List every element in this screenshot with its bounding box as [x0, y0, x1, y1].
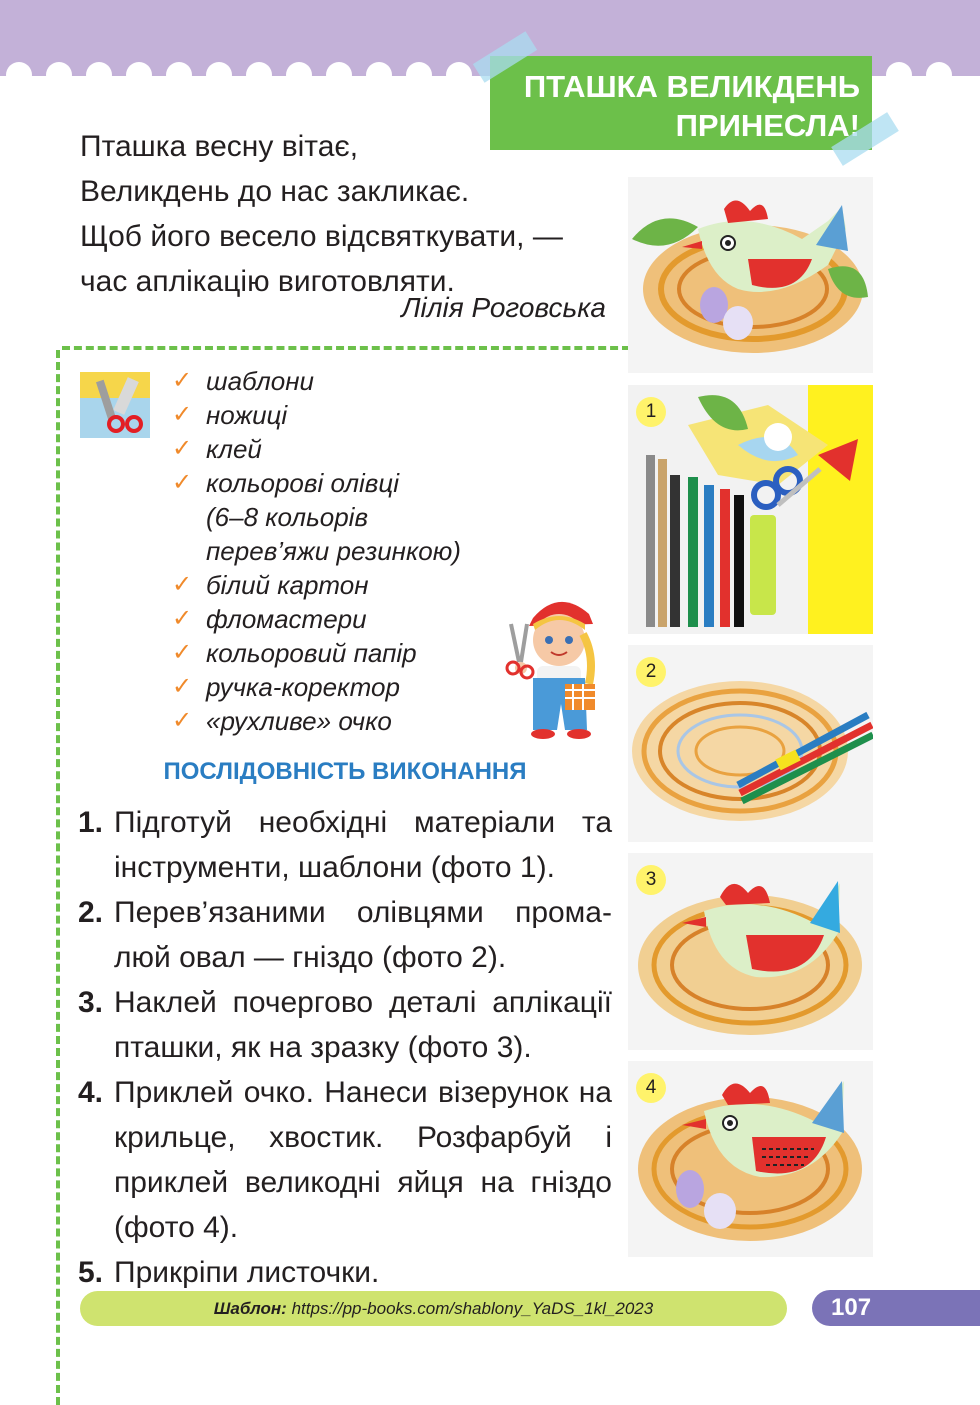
template-link-bar [80, 1291, 787, 1326]
step-text: Перев’язаними олівцями промалюй овал — гніздо (фото 2). [114, 896, 612, 974]
check-icon: ✓ [172, 673, 193, 700]
finished-bird-photo [628, 177, 873, 373]
step-4-photo [628, 1061, 873, 1257]
page-number: 107 [812, 1290, 980, 1326]
photo-number-badge: 4 [636, 1073, 666, 1103]
list-item: ✓ білий картон [172, 570, 369, 600]
step-item [78, 800, 612, 890]
list-item: ✓ фломастери [172, 604, 367, 634]
check-icon: ✓ [172, 367, 193, 394]
step-2-photo [628, 645, 873, 842]
step-3-photo [628, 853, 873, 1050]
list-item-continued: (6–8 кольорів [206, 502, 369, 532]
check-icon: ✓ [172, 401, 193, 428]
title-line-1: ПТАШКА ВЕЛИКДЕНЬ [523, 69, 860, 104]
list-item: ✓ клей [172, 434, 262, 464]
step-number: 1. [78, 806, 104, 839]
step-number: 4. [78, 1076, 104, 1109]
poem-line: Пташка весну вітає, [80, 130, 359, 163]
photo-number-badge: 1 [636, 397, 666, 427]
template-url-link[interactable]: https://pp-books.com/shablony_YaDS_1kl_2023 [291, 1299, 654, 1318]
check-icon: ✓ [172, 639, 193, 666]
check-icon: ✓ [172, 571, 193, 598]
step-text: Приклей очко. Нанеси візерунок на крильце, хвостик. Розфарбуй і приклей великодні яйця на гніздо (фото 4). [114, 1076, 612, 1244]
sequence-heading: ПОСЛІДОВНІСТЬ ВИКОНАННЯ [163, 758, 527, 785]
list-item: ✓ шаблони [172, 366, 314, 396]
title-line-2: ПРИНЕСЛА! [675, 108, 860, 143]
check-icon: ✓ [172, 469, 193, 496]
poem-author: Лілія Роговська [401, 292, 606, 323]
check-icon: ✓ [172, 707, 193, 734]
poem-line: Великдень до нас закликає. [80, 175, 470, 208]
dashed-margin-line [56, 350, 60, 1405]
step-item [78, 1070, 612, 1250]
step-number: 2. [78, 896, 104, 929]
check-icon: ✓ [172, 435, 193, 462]
step-text: Наклей почергово деталі аплікації пташки, як на зразку (фото 3). [114, 986, 612, 1064]
scissors-glue-icon [80, 372, 150, 438]
list-item: ✓ кольоровий папір [172, 638, 417, 668]
list-item: ✓ кольорові олівці [172, 468, 399, 498]
list-item: ✓ «рухливе» очко [172, 706, 392, 736]
check-icon: ✓ [172, 605, 193, 632]
list-item-continued: перев’яжи резинкою) [206, 536, 461, 566]
photo-number-badge: 2 [636, 657, 666, 687]
step-number: 5. [78, 1256, 104, 1289]
girl-with-scissors-illustration [497, 584, 622, 739]
step-1-photo [628, 385, 873, 634]
step-item [78, 1250, 612, 1295]
template-label: Шаблон: [213, 1299, 287, 1318]
dashed-divider [62, 346, 630, 350]
photo-number-badge: 3 [636, 865, 666, 895]
poem-line: Щоб його весело відсвяткувати, — [80, 220, 563, 253]
step-number: 3. [78, 986, 104, 1019]
step-item [78, 890, 612, 980]
step-text: Підготуй необхідні матеріали та інструменти, шаблони (фото 1). [114, 806, 612, 884]
steps-list [78, 800, 612, 1295]
step-item [78, 980, 612, 1070]
poem-line: час аплікацію виготовляти. [80, 265, 455, 298]
step-text: Прикріпи листочки. [114, 1256, 380, 1289]
poem [80, 124, 620, 304]
materials-list [172, 364, 512, 738]
list-item: ✓ ножиці [172, 400, 288, 430]
list-item: ✓ ручка-коректор [172, 672, 400, 702]
